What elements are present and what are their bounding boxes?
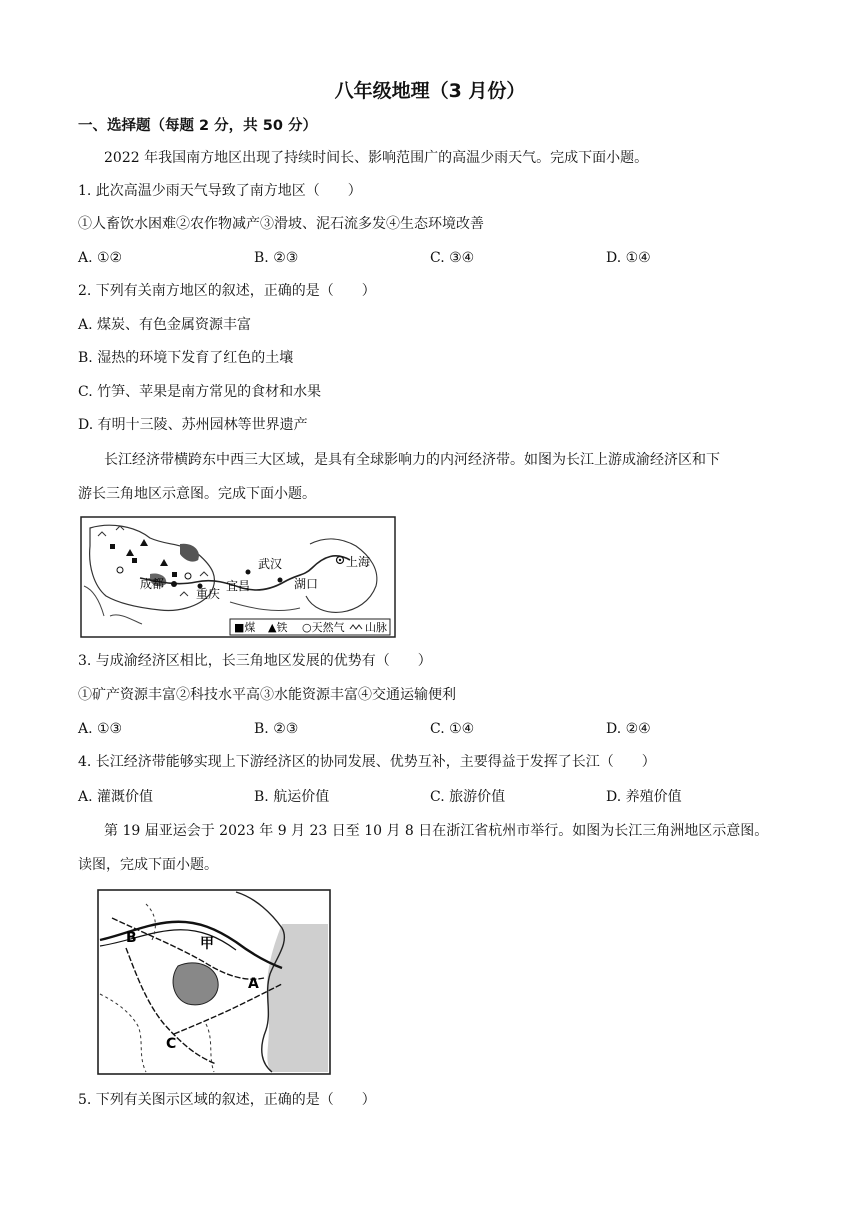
question-3-option-a: A. ①③ (78, 721, 123, 737)
question-1-option-a: A. ①② (78, 250, 123, 266)
intro-paragraph-2-line-2: 游长三角地区示意图。完成下面小题。 (78, 486, 316, 502)
question-2-stem: 2. 下列有关南方地区的叙述，正确的是（ ） (78, 283, 376, 299)
yangtze-delta-map (86, 884, 344, 1080)
map1-label-chengdu: 成都 (140, 577, 165, 591)
intro-paragraph-2-line-1: 长江经济带横跨东中西三大区域，是具有全球影响力的内河经济带。如图为长江上游成渝经济区和下 (104, 452, 720, 468)
map1-label-yichang: 宜昌 (226, 579, 251, 593)
map1-label-hukou: 湖口 (294, 577, 319, 591)
map2-label-c: C (166, 1036, 177, 1052)
map1-label-wuhan: 武汉 (258, 557, 283, 571)
question-3-option-b: B. ②③ (254, 721, 299, 737)
intro-paragraph-3-line-2: 读图，完成下面小题。 (78, 857, 218, 873)
question-3-items: ①矿产资源丰富②科技水平高③水能资源丰富④交通运输便利 (78, 687, 456, 703)
question-4-option-c: C. 旅游价值 (430, 789, 506, 805)
question-1-items: ①人畜饮水困难②农作物减产③滑坡、泥石流多发④生态环境改善 (78, 216, 484, 232)
map1-label-shanghai: 上海 (346, 555, 371, 569)
question-1-option-c: C. ③④ (430, 250, 475, 266)
question-4-option-a: A. 灌溉价值 (78, 789, 154, 805)
page-title: 八年级地理（3 月份） (334, 80, 526, 102)
question-1-option-b: B. ②③ (254, 250, 299, 266)
question-2-option-b: B. 湿热的环境下发育了红色的土壤 (78, 350, 294, 366)
yangtze-economic-belt-map (80, 516, 396, 638)
map1-legend-mountain: 山脉 (365, 621, 387, 634)
intro-paragraph-1: 2022 年我国南方地区出现了持续时间长、影响范围广的高温少雨天气。完成下面小题。 (104, 150, 649, 166)
question-3-option-c: C. ①④ (430, 721, 475, 737)
question-5-stem: 5. 下列有关图示区域的叙述，正确的是（ ） (78, 1092, 376, 1108)
question-1-stem: 1. 此次高温少雨天气导致了南方地区（ ） (78, 183, 362, 199)
question-2-option-d: D. 有明十三陵、苏州园林等世界遗产 (78, 417, 308, 433)
map1-legend-coal: ■煤 (234, 621, 256, 634)
question-3-option-d: D. ②④ (606, 721, 651, 737)
question-2-option-c: C. 竹笋、苹果是南方常见的食材和水果 (78, 384, 322, 400)
map1-legend-gas: ○天然气 (302, 621, 345, 634)
intro-paragraph-3-line-1: 第 19 届亚运会于 2023 年 9 月 23 日至 10 月 8 日在浙江省杭州市举行。如图为长江三角洲地区示意图。 (104, 823, 769, 839)
question-4-option-d: D. 养殖价值 (606, 789, 682, 805)
question-4-option-b: B. 航运价值 (254, 789, 330, 805)
map2-label-b: B (126, 930, 137, 946)
question-2-option-a: A. 煤炭、有色金属资源丰富 (78, 317, 252, 333)
question-4-stem: 4. 长江经济带能够实现上下游经济区的协同发展、优势互补，主要得益于发挥了长江（ ） (78, 754, 656, 770)
question-1-option-d: D. ①④ (606, 250, 651, 266)
map2-label-jia: 甲 (200, 936, 214, 952)
question-3-stem: 3. 与成渝经济区相比，长三角地区发展的优势有（ ） (78, 653, 432, 669)
section-heading: 一、选择题（每题 2 分，共 50 分） (78, 118, 317, 134)
map2-label-a: A (248, 976, 259, 992)
map1-legend-iron: ▲铁 (268, 621, 288, 634)
map1-label-chongqing: 重庆 (196, 587, 221, 601)
